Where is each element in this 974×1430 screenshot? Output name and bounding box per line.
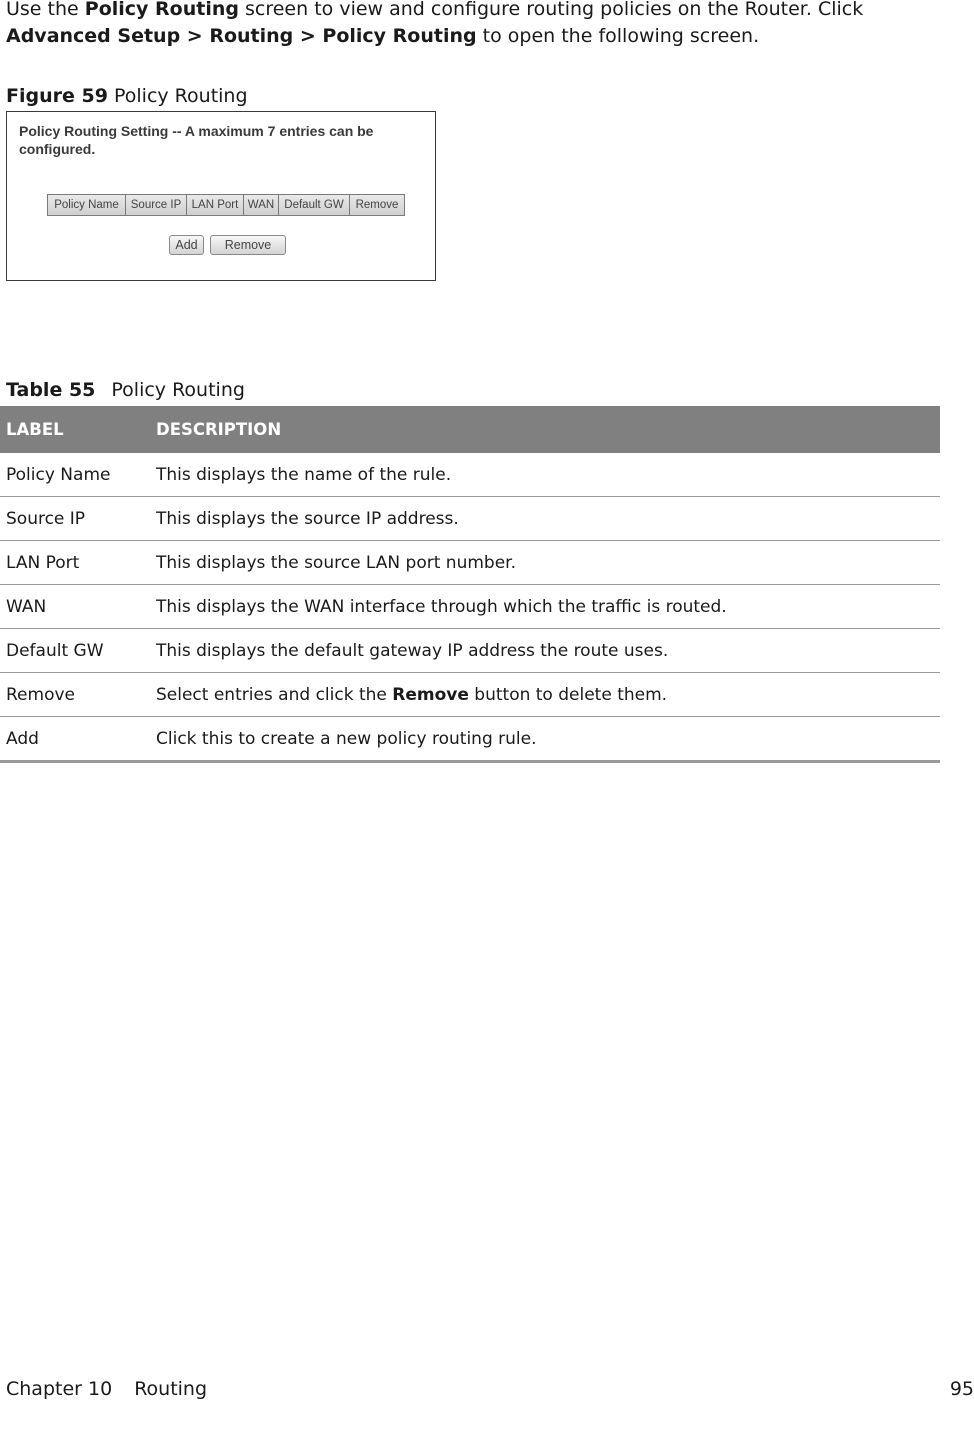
row-label: Source IP <box>0 497 150 541</box>
header-description: DESCRIPTION <box>150 406 940 453</box>
row-description-bold: Remove <box>392 684 469 705</box>
row-label: Remove <box>0 673 150 717</box>
row-label: WAN <box>0 585 150 629</box>
table-label: Table 55 <box>6 379 96 401</box>
footer-chapter <box>6 1376 207 1402</box>
intro-text: screen to view and configure routing policies on the Router. Click <box>238 0 864 20</box>
figure-label: Figure 59 <box>6 85 108 107</box>
table-header-row <box>0 406 940 453</box>
page-number: 95 <box>949 1378 974 1400</box>
table-row <box>0 673 940 717</box>
table-row <box>0 541 940 585</box>
intro-text: to open the following screen. <box>476 25 760 47</box>
row-description <box>150 673 940 717</box>
footer-section-label: Routing <box>134 1378 208 1400</box>
table-row <box>0 497 940 541</box>
table-row <box>0 717 940 762</box>
table-row <box>0 629 940 673</box>
add-button[interactable]: Add <box>169 235 204 255</box>
row-label: Default GW <box>0 629 150 673</box>
table-caption <box>6 378 245 402</box>
row-description: This displays the source LAN port number. <box>150 541 940 585</box>
row-label: LAN Port <box>0 541 150 585</box>
header-label: LABEL <box>0 406 150 453</box>
table-row <box>0 585 940 629</box>
row-description: This displays the name of the rule. <box>150 453 940 497</box>
description-table <box>0 406 940 763</box>
row-description: This displays the source IP address. <box>150 497 940 541</box>
figure-caption <box>6 84 248 108</box>
row-label: Policy Name <box>0 453 150 497</box>
figure-screenshot <box>6 111 436 281</box>
row-description: This displays the default gateway IP address the route uses. <box>150 629 940 673</box>
column-lan-port: LAN Port <box>187 195 244 215</box>
row-description: Click this to create a new policy routing rule. <box>150 717 940 762</box>
row-description-text: Select entries and click the <box>156 684 393 705</box>
intro-text: Use the <box>6 0 85 20</box>
column-remove: Remove <box>350 195 404 215</box>
row-description: This displays the WAN interface through which the traffic is routed. <box>150 585 940 629</box>
column-wan: WAN <box>244 195 279 215</box>
row-label: Add <box>0 717 150 762</box>
policy-routing-table-header <box>47 194 405 216</box>
policy-routing-setting-title: Policy Routing Setting -- A maximum 7 entries can be configured. <box>19 123 374 157</box>
footer-chapter-label: Chapter 10 <box>6 1378 113 1400</box>
column-default-gw: Default GW <box>279 195 350 215</box>
column-source-ip: Source IP <box>126 195 187 215</box>
row-description-text: button to delete them. <box>468 684 668 705</box>
intro-bold-path: Advanced Setup > Routing > Policy Routing <box>6 25 477 47</box>
figure-title: Policy Routing <box>113 85 248 107</box>
column-policy-name: Policy Name <box>48 195 126 215</box>
intro-bold-screen: Policy Routing <box>84 0 239 20</box>
table-row <box>0 453 940 497</box>
intro-paragraph <box>6 0 968 50</box>
remove-button[interactable]: Remove <box>210 235 286 255</box>
table-title: Policy Routing <box>111 379 245 401</box>
